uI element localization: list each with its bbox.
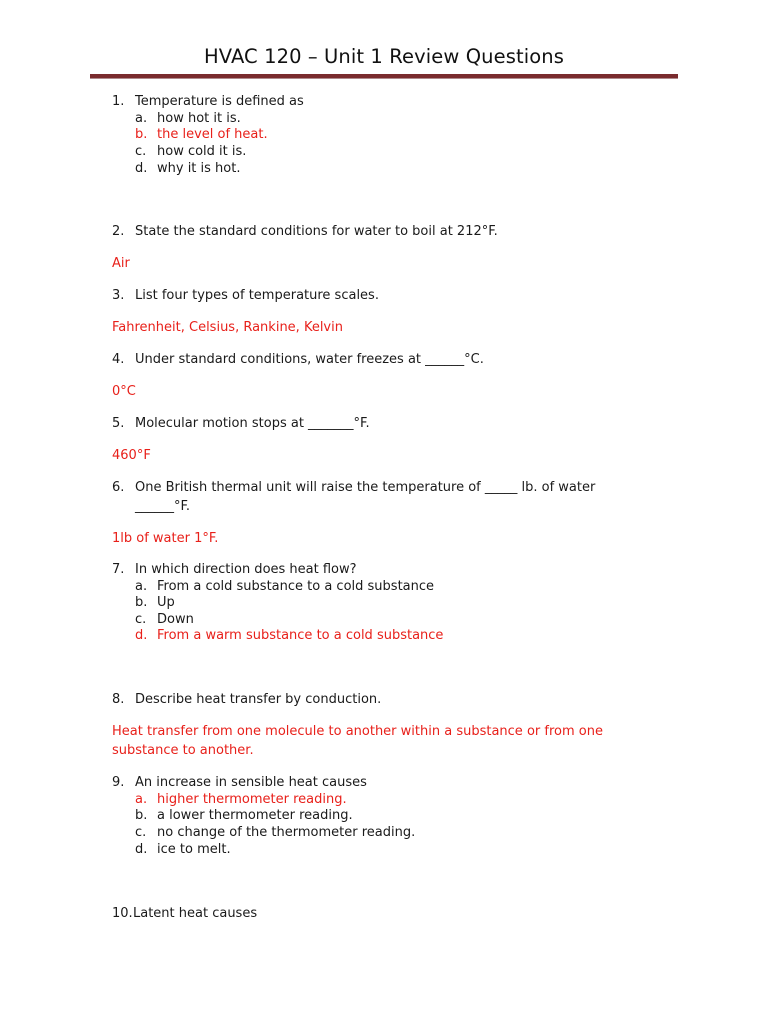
option-text: the level of heat. [157, 127, 268, 142]
question-number: 8. [112, 692, 125, 707]
question-number: 9. [112, 775, 125, 790]
title-divider [90, 74, 678, 79]
option-letter: d. [135, 161, 148, 176]
option-text: From a cold substance to a cold substance [157, 579, 435, 594]
question-text: In which direction does heat flow? [135, 562, 357, 577]
option-letter: c. [135, 825, 147, 840]
option-letter: a. [135, 111, 148, 126]
option-letter: b. [135, 595, 148, 610]
question-number: 5. [112, 416, 125, 431]
question-number: 1. [112, 94, 125, 109]
option-text: Up [157, 595, 175, 610]
question-text: State the standard conditions for water to boil at 212°F. [135, 224, 498, 239]
answer-3: Fahrenheit, Celsius, Rankine, Kelvin [112, 320, 343, 335]
option-letter: b. [135, 808, 148, 823]
question-text: One British thermal unit will raise the temperature of _____ lb. of water [135, 480, 596, 495]
option-text: ice to melt. [157, 842, 231, 857]
question-number: 7. [112, 562, 125, 577]
option-letter: a. [135, 579, 148, 594]
question-text: Latent heat causes [133, 906, 258, 921]
question-text: An increase in sensible heat causes [135, 775, 367, 790]
question-number: 10. [112, 906, 133, 921]
question-text-continued: ______°F. [135, 499, 191, 514]
option-letter: b. [135, 127, 148, 142]
option-text: Down [157, 612, 194, 627]
question-text: Temperature is defined as [135, 94, 304, 109]
question-text: Under standard conditions, water freezes at ______°C. [135, 352, 484, 367]
option-letter: c. [135, 144, 147, 159]
question-number: 4. [112, 352, 125, 367]
option-text: how hot it is. [157, 111, 241, 126]
question-text: List four types of temperature scales. [135, 288, 379, 303]
question-number: 3. [112, 288, 125, 303]
option-text: From a warm substance to a cold substance [157, 628, 444, 643]
option-text: how cold it is. [157, 144, 247, 159]
answer-2: Air [112, 256, 130, 271]
answer-8-continuation: substance to another. [112, 743, 254, 758]
answer-4: 0°C [112, 384, 136, 399]
answer-6: 1lb of water 1°F. [112, 531, 219, 546]
option-letter: a. [135, 792, 148, 807]
option-letter: d. [135, 842, 148, 857]
answer-8: Heat transfer from one molecule to another within a substance or from one [112, 724, 603, 739]
question-number: 2. [112, 224, 125, 239]
answer-5: 460°F [112, 448, 151, 463]
option-letter: d. [135, 628, 148, 643]
question-text: Describe heat transfer by conduction. [135, 692, 382, 707]
page-title: HVAC 120 – Unit 1 Review Questions [204, 45, 564, 68]
option-text: a lower thermometer reading. [157, 808, 353, 823]
option-letter: c. [135, 612, 147, 627]
option-text: why it is hot. [157, 161, 241, 176]
option-text: no change of the thermometer reading. [157, 825, 416, 840]
question-number: 6. [112, 480, 125, 495]
question-text: Molecular motion stops at _______°F. [135, 416, 370, 431]
option-text: higher thermometer reading. [157, 792, 347, 807]
